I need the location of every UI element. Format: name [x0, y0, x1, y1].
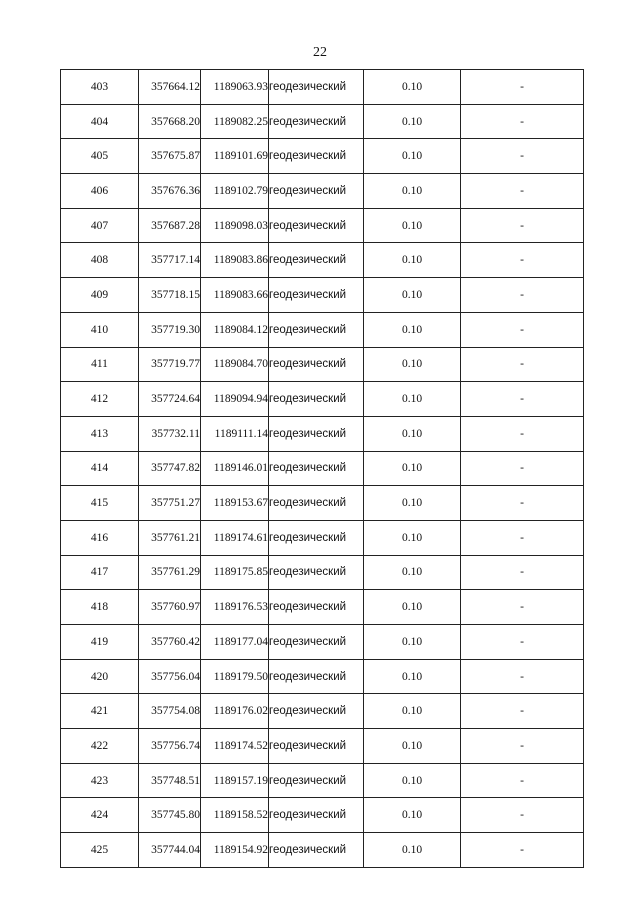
- point-number-cell: 416: [61, 520, 139, 555]
- table-row: [61, 347, 584, 382]
- point-number-cell: 417: [61, 555, 139, 590]
- coordinate-x-cell: 357761.29: [139, 555, 201, 590]
- accuracy-cell: 0.10: [364, 833, 461, 868]
- coordinate-x-cell: 357751.27: [139, 486, 201, 521]
- note-cell: -: [461, 174, 584, 209]
- table-row: [61, 104, 584, 139]
- method-cell: геодезический: [269, 590, 364, 625]
- coordinate-x-cell: 357761.21: [139, 520, 201, 555]
- note-cell: -: [461, 659, 584, 694]
- point-number-cell: 408: [61, 243, 139, 278]
- accuracy-cell: 0.10: [364, 625, 461, 660]
- method-cell: геодезический: [269, 382, 364, 417]
- point-number-cell: 415: [61, 486, 139, 521]
- coordinate-x-cell: 357719.30: [139, 312, 201, 347]
- accuracy-cell: 0.10: [364, 70, 461, 105]
- accuracy-cell: 0.10: [364, 104, 461, 139]
- accuracy-cell: 0.10: [364, 555, 461, 590]
- note-cell: -: [461, 104, 584, 139]
- point-number-cell: 411: [61, 347, 139, 382]
- table-row: [61, 763, 584, 798]
- note-cell: -: [461, 278, 584, 313]
- note-cell: -: [461, 208, 584, 243]
- coordinate-x-cell: 357687.28: [139, 208, 201, 243]
- table-row: [61, 382, 584, 417]
- coordinate-x-cell: 357717.14: [139, 243, 201, 278]
- coordinate-y-cell: 1189098.03: [201, 208, 269, 243]
- note-cell: -: [461, 416, 584, 451]
- accuracy-cell: 0.10: [364, 174, 461, 209]
- method-cell: геодезический: [269, 312, 364, 347]
- table-row: [61, 139, 584, 174]
- coordinate-y-cell: 1189177.04: [201, 625, 269, 660]
- accuracy-cell: 0.10: [364, 382, 461, 417]
- coordinate-y-cell: 1189063.93: [201, 70, 269, 105]
- method-cell: геодезический: [269, 694, 364, 729]
- table-row: [61, 70, 584, 105]
- method-cell: геодезический: [269, 139, 364, 174]
- coordinate-y-cell: 1189175.85: [201, 555, 269, 590]
- accuracy-cell: 0.10: [364, 694, 461, 729]
- table-row: [61, 174, 584, 209]
- coordinate-y-cell: 1189174.61: [201, 520, 269, 555]
- coordinate-y-cell: 1189158.52: [201, 798, 269, 833]
- table-row: [61, 486, 584, 521]
- accuracy-cell: 0.10: [364, 278, 461, 313]
- coordinate-x-cell: 357747.82: [139, 451, 201, 486]
- coordinate-x-cell: 357724.64: [139, 382, 201, 417]
- coordinate-y-cell: 1189157.19: [201, 763, 269, 798]
- table-row: [61, 208, 584, 243]
- coordinate-x-cell: 357718.15: [139, 278, 201, 313]
- note-cell: -: [461, 347, 584, 382]
- table-row: [61, 729, 584, 764]
- coordinate-x-cell: 357760.97: [139, 590, 201, 625]
- note-cell: -: [461, 833, 584, 868]
- table-row: [61, 243, 584, 278]
- note-cell: -: [461, 312, 584, 347]
- point-number-cell: 419: [61, 625, 139, 660]
- table-row: [61, 625, 584, 660]
- table-row: [61, 520, 584, 555]
- coordinate-x-cell: 357668.20: [139, 104, 201, 139]
- accuracy-cell: 0.10: [364, 208, 461, 243]
- coordinate-y-cell: 1189094.94: [201, 382, 269, 417]
- coordinate-x-cell: 357719.77: [139, 347, 201, 382]
- method-cell: геодезический: [269, 625, 364, 660]
- coordinate-x-cell: 357748.51: [139, 763, 201, 798]
- accuracy-cell: 0.10: [364, 451, 461, 486]
- point-number-cell: 420: [61, 659, 139, 694]
- coordinate-y-cell: 1189102.79: [201, 174, 269, 209]
- point-number-cell: 421: [61, 694, 139, 729]
- note-cell: -: [461, 763, 584, 798]
- point-number-cell: 409: [61, 278, 139, 313]
- note-cell: -: [461, 70, 584, 105]
- method-cell: геодезический: [269, 347, 364, 382]
- method-cell: геодезический: [269, 763, 364, 798]
- coordinate-x-cell: 357675.87: [139, 139, 201, 174]
- method-cell: геодезический: [269, 243, 364, 278]
- note-cell: -: [461, 520, 584, 555]
- coordinate-x-cell: 357676.36: [139, 174, 201, 209]
- note-cell: -: [461, 243, 584, 278]
- table-row: [61, 416, 584, 451]
- accuracy-cell: 0.10: [364, 243, 461, 278]
- method-cell: геодезический: [269, 486, 364, 521]
- method-cell: геодезический: [269, 208, 364, 243]
- accuracy-cell: 0.10: [364, 590, 461, 625]
- point-number-cell: 425: [61, 833, 139, 868]
- accuracy-cell: 0.10: [364, 798, 461, 833]
- accuracy-cell: 0.10: [364, 520, 461, 555]
- table-row: [61, 312, 584, 347]
- coordinate-y-cell: 1189174.52: [201, 729, 269, 764]
- accuracy-cell: 0.10: [364, 729, 461, 764]
- coordinate-x-cell: 357760.42: [139, 625, 201, 660]
- table-row: [61, 590, 584, 625]
- point-number-cell: 406: [61, 174, 139, 209]
- note-cell: -: [461, 139, 584, 174]
- coordinate-y-cell: 1189176.02: [201, 694, 269, 729]
- point-number-cell: 412: [61, 382, 139, 417]
- point-number-cell: 424: [61, 798, 139, 833]
- coordinate-y-cell: 1189179.50: [201, 659, 269, 694]
- note-cell: -: [461, 694, 584, 729]
- accuracy-cell: 0.10: [364, 763, 461, 798]
- note-cell: -: [461, 451, 584, 486]
- coordinates-table: [60, 69, 584, 868]
- table-row: [61, 798, 584, 833]
- point-number-cell: 405: [61, 139, 139, 174]
- point-number-cell: 422: [61, 729, 139, 764]
- method-cell: геодезический: [269, 833, 364, 868]
- method-cell: геодезический: [269, 451, 364, 486]
- coordinate-x-cell: 357756.74: [139, 729, 201, 764]
- page-number: 22: [313, 45, 327, 60]
- coordinate-x-cell: 357756.04: [139, 659, 201, 694]
- point-number-cell: 413: [61, 416, 139, 451]
- point-number-cell: 414: [61, 451, 139, 486]
- table-row: [61, 833, 584, 868]
- method-cell: геодезический: [269, 798, 364, 833]
- method-cell: геодезический: [269, 104, 364, 139]
- coordinate-x-cell: 357732.11: [139, 416, 201, 451]
- note-cell: -: [461, 729, 584, 764]
- coordinate-y-cell: 1189176.53: [201, 590, 269, 625]
- coordinate-y-cell: 1189146.01: [201, 451, 269, 486]
- point-number-cell: 407: [61, 208, 139, 243]
- table-row: [61, 659, 584, 694]
- coordinate-y-cell: 1189083.66: [201, 278, 269, 313]
- coordinates-table-body: [61, 70, 584, 868]
- accuracy-cell: 0.10: [364, 347, 461, 382]
- coordinate-y-cell: 1189153.67: [201, 486, 269, 521]
- note-cell: -: [461, 555, 584, 590]
- accuracy-cell: 0.10: [364, 486, 461, 521]
- coordinate-x-cell: 357754.08: [139, 694, 201, 729]
- coordinate-x-cell: 357664.12: [139, 70, 201, 105]
- point-number-cell: 423: [61, 763, 139, 798]
- table-row: [61, 278, 584, 313]
- method-cell: геодезический: [269, 416, 364, 451]
- point-number-cell: 404: [61, 104, 139, 139]
- accuracy-cell: 0.10: [364, 139, 461, 174]
- coordinate-y-cell: 1189111.14: [201, 416, 269, 451]
- point-number-cell: 403: [61, 70, 139, 105]
- method-cell: геодезический: [269, 278, 364, 313]
- method-cell: геодезический: [269, 520, 364, 555]
- method-cell: геодезический: [269, 729, 364, 764]
- method-cell: геодезический: [269, 70, 364, 105]
- coordinate-y-cell: 1189084.12: [201, 312, 269, 347]
- method-cell: геодезический: [269, 555, 364, 590]
- note-cell: -: [461, 798, 584, 833]
- coordinate-x-cell: 357744.04: [139, 833, 201, 868]
- note-cell: -: [461, 486, 584, 521]
- point-number-cell: 418: [61, 590, 139, 625]
- coordinate-x-cell: 357745.80: [139, 798, 201, 833]
- method-cell: геодезический: [269, 174, 364, 209]
- accuracy-cell: 0.10: [364, 312, 461, 347]
- accuracy-cell: 0.10: [364, 659, 461, 694]
- table-row: [61, 694, 584, 729]
- coordinate-y-cell: 1189083.86: [201, 243, 269, 278]
- table-row: [61, 451, 584, 486]
- coordinate-y-cell: 1189154.92: [201, 833, 269, 868]
- method-cell: геодезический: [269, 659, 364, 694]
- note-cell: -: [461, 382, 584, 417]
- point-number-cell: 410: [61, 312, 139, 347]
- note-cell: -: [461, 590, 584, 625]
- table-row: [61, 555, 584, 590]
- accuracy-cell: 0.10: [364, 416, 461, 451]
- coordinate-y-cell: 1189084.70: [201, 347, 269, 382]
- note-cell: -: [461, 625, 584, 660]
- coordinate-y-cell: 1189082.25: [201, 104, 269, 139]
- coordinate-y-cell: 1189101.69: [201, 139, 269, 174]
